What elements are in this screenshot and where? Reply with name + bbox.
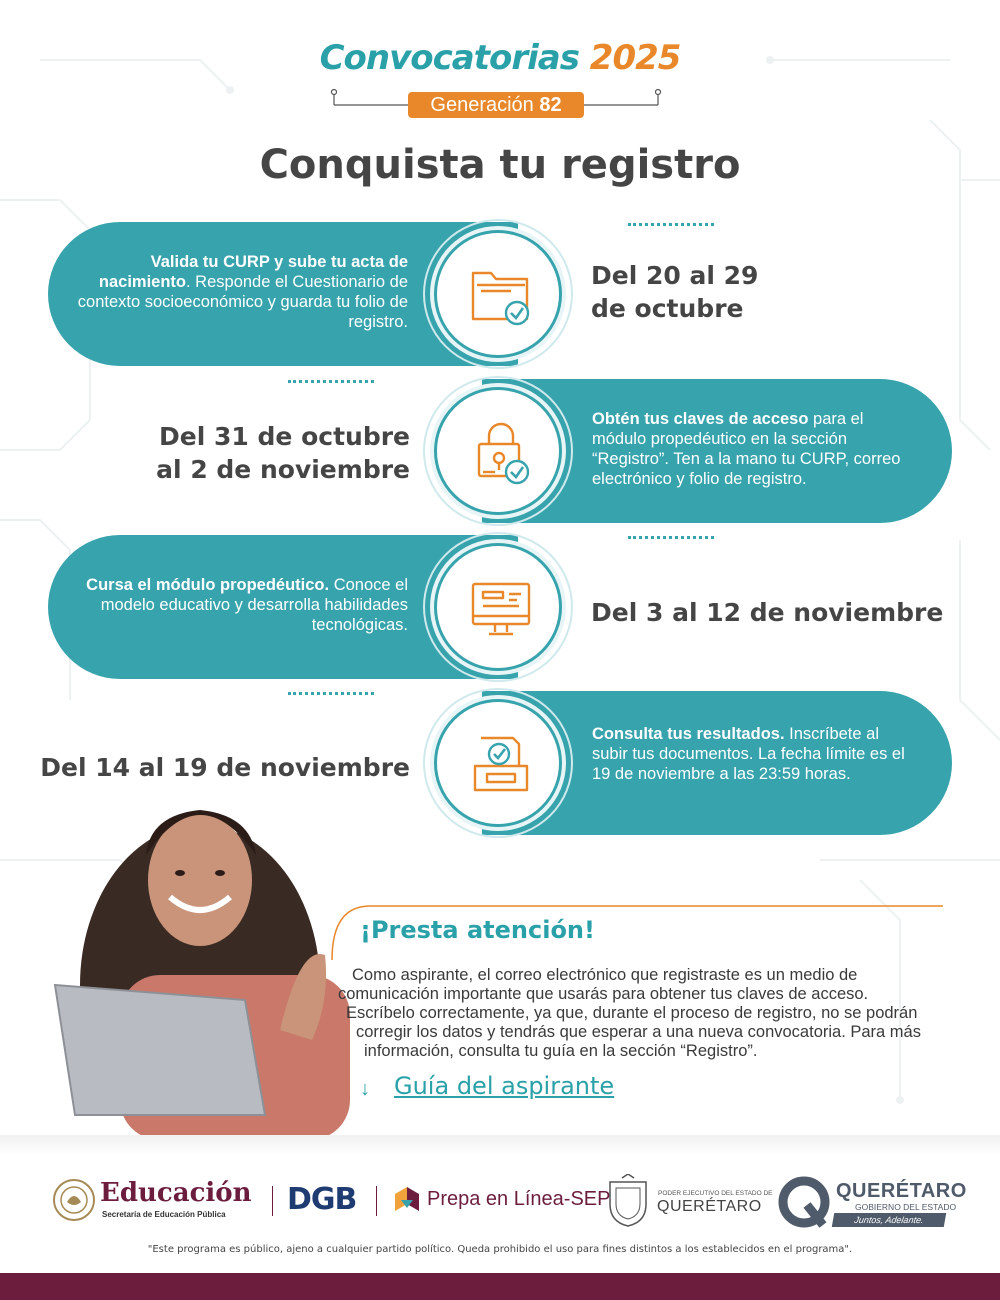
step-2-text bbox=[592, 409, 912, 489]
footer-separator bbox=[376, 1186, 377, 1216]
educacion-logo-text: Educación bbox=[100, 1178, 252, 1208]
step-1-text-bold: Valida tu CURP y sube tu acta de nacimiento bbox=[98, 253, 408, 291]
folder-check-icon bbox=[461, 257, 541, 337]
queretaro-executive-label: PODER EJECUTIVO DEL ESTADO DE bbox=[658, 1190, 773, 1197]
step-1-text bbox=[68, 252, 408, 332]
brand-year: 2025 bbox=[589, 38, 681, 78]
generation-label: Generación bbox=[430, 94, 534, 116]
dgb-logo: DGB bbox=[287, 1182, 357, 1217]
step-4-text bbox=[592, 724, 912, 784]
mexico-seal-icon bbox=[52, 1178, 96, 1222]
step-4-text-rest: Inscríbete al subir tus documentos. La fecha límite es el 19 de noviembre a las 23:59 horas. bbox=[592, 725, 905, 783]
computer-course-icon bbox=[461, 570, 541, 650]
queretaro-q-logo-icon bbox=[777, 1175, 831, 1229]
guide-link[interactable]: Guía del aspirante bbox=[394, 1072, 615, 1100]
queretaro-slogan: Juntos, Adelante. bbox=[832, 1213, 946, 1227]
queretaro-coat-of-arms-icon bbox=[604, 1174, 652, 1228]
step-2-text-rest: para el módulo propedéutico en la sección “Registro”. Ten a la mano tu CURP, correo electrónico y folio de registro. bbox=[592, 410, 901, 488]
step-1-date bbox=[591, 259, 758, 325]
attention-text bbox=[336, 966, 948, 1061]
step-1-date-line-1: Del 20 al 29 bbox=[591, 261, 759, 290]
down-arrow-icon: ↓ bbox=[360, 1078, 370, 1100]
generation-number: 82 bbox=[539, 94, 562, 116]
step-2-date bbox=[120, 420, 410, 486]
step-3-date-line-1: Del 3 al 12 de noviembre bbox=[591, 598, 944, 627]
attention-line-4: corregir los datos y tendrás que esperar a una nueva convocatoria. Para más bbox=[356, 1023, 921, 1041]
queretaro-logo-text: QUERÉTARO bbox=[836, 1180, 967, 1202]
lock-key-check-icon bbox=[461, 414, 541, 494]
step-3-dots bbox=[628, 536, 714, 540]
attention-title: ¡Presta atención! bbox=[360, 916, 595, 944]
attention-line-3: Escríbelo correctamente, ya que, durante el proceso de registro, no se podrán bbox=[346, 1004, 918, 1022]
step-4-date-line-1: Del 14 al 19 de noviembre bbox=[40, 753, 410, 782]
woman-with-laptop-photo bbox=[50, 785, 360, 1140]
attention-line-1: Como aspirante, el correo electrónico que registraste es un medio de bbox=[352, 966, 858, 984]
educacion-logo-subtitle: Secretaría de Educación Pública bbox=[102, 1210, 226, 1219]
brand-word: Convocatorias bbox=[319, 38, 579, 78]
bottom-bar bbox=[0, 1273, 1000, 1300]
step-1-dots bbox=[628, 223, 714, 227]
step-2-dots bbox=[288, 380, 374, 384]
step-2-circle bbox=[434, 387, 562, 515]
step-3-text bbox=[68, 575, 408, 635]
step-4-dots bbox=[288, 692, 374, 696]
step-4-circle bbox=[434, 699, 562, 827]
step-2-date-line-2: al 2 de noviembre bbox=[156, 455, 410, 484]
disclaimer-text: "Este programa es público, ajeno a cualquier partido político. Queda prohibido el uso para fines distintos a los establecidos en el programa". bbox=[147, 1244, 853, 1255]
inbox-results-icon bbox=[461, 726, 541, 806]
step-3-date bbox=[591, 596, 943, 629]
step-1-date-line-2: de octubre bbox=[591, 294, 744, 323]
brand-title bbox=[0, 38, 1000, 78]
step-3-circle bbox=[434, 543, 562, 671]
generation-badge bbox=[408, 92, 584, 118]
step-4-date bbox=[40, 751, 410, 784]
footer-separator bbox=[272, 1186, 273, 1216]
prepa-en-linea-icon bbox=[392, 1184, 422, 1214]
step-3-text-rest: Conoce el modelo educativo y desarrolla habilidades tecnológicas. bbox=[100, 576, 408, 634]
page-title: Conquista tu registro bbox=[259, 142, 741, 188]
step-3-text-bold: Cursa el módulo propedéutico. bbox=[86, 576, 330, 594]
footer-divider bbox=[0, 1135, 1000, 1155]
attention-line-5: información, consulta tu guía en la sección “Registro”. bbox=[364, 1042, 758, 1060]
queretaro-executive-name: QUERÉTARO bbox=[657, 1198, 762, 1215]
prepa-en-linea-logo: Prepa en Línea-SEP bbox=[427, 1188, 611, 1210]
step-2-text-bold: Obtén tus claves de acceso bbox=[592, 410, 809, 428]
step-1-text-rest: . Responde el Cuestionario de contexto socioeconómico y guarda tu folio de registro. bbox=[77, 273, 408, 331]
step-1-circle bbox=[434, 230, 562, 358]
step-2-date-line-1: Del 31 de octubre bbox=[159, 422, 410, 451]
queretaro-government-label: GOBIERNO DEL ESTADO bbox=[855, 1202, 957, 1212]
step-4-text-bold: Consulta tus resultados. bbox=[592, 725, 785, 743]
attention-line-2: comunicación importante que usarás para obtener tus claves de acceso. bbox=[338, 985, 869, 1003]
